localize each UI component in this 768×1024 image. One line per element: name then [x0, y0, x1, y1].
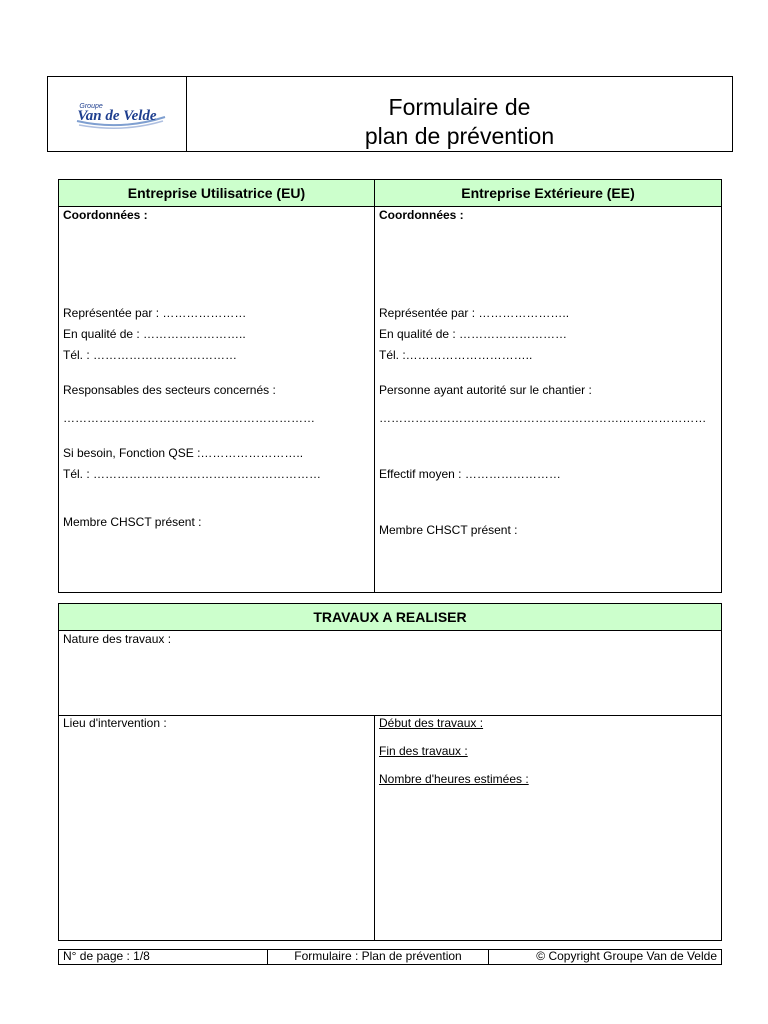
header-box: [47, 76, 733, 152]
eu-representee: Représentée par : …………………: [63, 306, 247, 320]
title-line-1: Formulaire de: [388, 94, 531, 120]
eu-responsables-dots: ………………………………………………………: [63, 411, 315, 425]
title-line-2: plan de prévention: [364, 123, 555, 149]
nature-travaux: Nature des travaux :: [63, 632, 172, 646]
lieu-intervention: Lieu d'intervention :: [63, 716, 167, 730]
ee-chsct: Membre CHSCT présent :: [379, 523, 518, 537]
travaux-header: TRAVAUX A REALISER: [59, 604, 721, 631]
debut-travaux: Début des travaux :: [379, 716, 484, 730]
eu-qse: Si besoin, Fonction QSE :……………………..: [63, 446, 304, 460]
ee-effectif: Effectif moyen : ……………………: [379, 467, 561, 481]
eu-chsct: Membre CHSCT présent :: [63, 515, 202, 529]
logo: [48, 77, 187, 151]
ee-personne: Personne ayant autorité sur le chantier :: [379, 383, 592, 397]
fin-travaux: Fin des travaux :: [379, 744, 468, 758]
travaux-column-divider: [374, 715, 375, 940]
logo-prefix: Groupe: [79, 103, 103, 110]
ee-personne-dots: …………………………………………………….…………………: [379, 411, 707, 425]
footer-page-number: N° de page : 1/8: [59, 950, 268, 964]
eu-tel-2: Tél. : …………………………………………………: [63, 467, 322, 481]
ee-tel: Tél. :…………………………..: [379, 348, 533, 362]
page-title: [187, 93, 732, 151]
eu-responsables: Responsables des secteurs concernés :: [63, 383, 276, 397]
ee-header: Entreprise Extérieure (EE): [375, 180, 721, 207]
eu-qualite: En qualité de : ……………………..: [63, 327, 246, 341]
eu-coordonnees: Coordonnées :: [63, 208, 148, 222]
eu-header: Entreprise Utilisatrice (EU): [59, 180, 375, 207]
footer-copyright: © Copyright Groupe Van de Velde: [536, 949, 717, 963]
footer: [58, 949, 722, 965]
ee-representee: Représentée par : …………………..: [379, 306, 570, 320]
eu-tel: Tél. : ………………………………: [63, 348, 238, 362]
ee-coordonnees: Coordonnées :: [379, 208, 464, 222]
heures-estimees: Nombre d'heures estimées :: [379, 772, 529, 786]
ee-qualite: En qualité de : ………………………: [379, 327, 568, 341]
travaux-table: [58, 603, 722, 941]
companies-table: [58, 179, 722, 593]
column-divider: [374, 207, 375, 592]
footer-form-name: Formulaire : Plan de prévention: [268, 950, 489, 964]
logo-name: Van de Velde: [77, 108, 157, 124]
